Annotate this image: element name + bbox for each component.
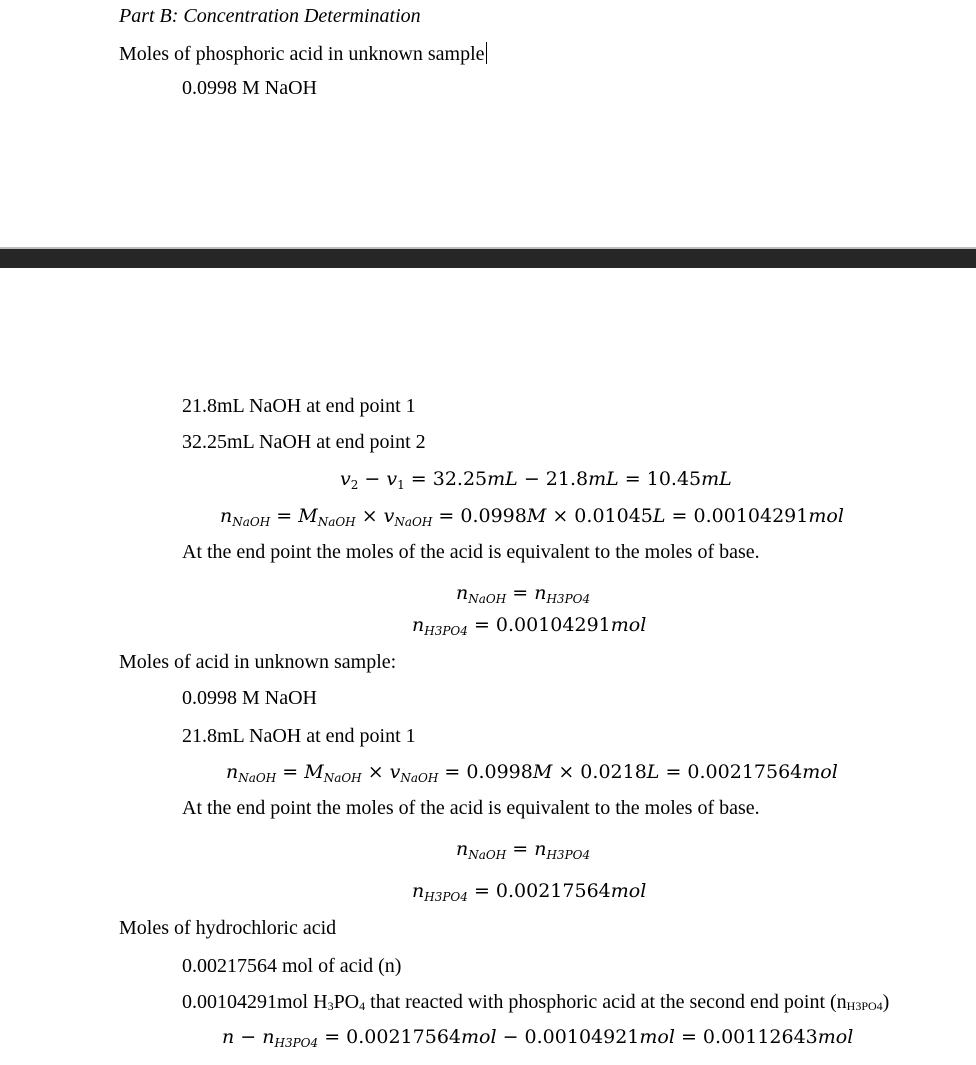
endpoint1-volume-2: 21.8mL NaOH at end point 1 [182,725,416,747]
equation-equivalence-1: $n_{NaOH} = n_{H3PO4}$ [456,582,591,606]
equation-final: $n - n_{H3PO4} = 0.00217564mol - 0.00104921mol = 0.00112643mol$ [222,1026,854,1050]
moles-phosphoric-label[interactable] [119,42,487,64]
endpoint-statement-1: At the end point the moles of the acid is equivalent to the moles of base. [182,541,760,563]
equation-equivalence-2: $n_{NaOH} = n_{H3PO4}$ [456,838,591,862]
reacted-h3po4-line: 0.00104291mol $H_3PO_4$ that reacted with phosphoric acid at the second end point $(n_{H3PO4})$ [182,991,890,1013]
page-break-divider [0,247,976,268]
acid-total-moles: 0.00217564 mol of acid (n) [182,955,402,977]
moles-hcl-label: Moles of hydrochloric acid [119,917,337,939]
section-heading: Part B: Concentration Determination [119,5,421,27]
equation-moles-naoh-1: $n_{NaOH} = M_{NaOH} \times v_{NaOH} = 0.0998M \times 0.01045L = 0.00104291mol$ [220,505,844,529]
equation-result-2: $n_{H3PO4} = 0.00217564mol$ [412,880,647,904]
equation-moles-naoh-2: $n_{NaOH} = M_{NaOH} \times v_{NaOH} = 0.0998M \times 0.0218L = 0.00217564mol$ [226,761,838,785]
text-cursor [486,42,487,64]
endpoint2-volume: 32.25mL NaOH at end point 2 [182,431,426,453]
equation-result-1: $n_{H3PO4} = 0.00104291mol$ [412,614,647,638]
moles-acid-label: Moles of acid in unknown sample: [119,651,397,673]
moles-phosphoric-text: Moles of phosphoric acid in unknown sample [119,43,485,65]
naoh-concentration-1: 0.0998 M NaOH [182,77,317,99]
endpoint-statement-2: At the end point the moles of the acid is equivalent to the moles of base. [182,797,760,819]
endpoint1-volume: 21.8mL NaOH at end point 1 [182,395,416,417]
naoh-concentration-2: 0.0998 M NaOH [182,687,317,709]
equation-volume-difference: $v_2 - v_1 = 32.25mL - 21.8mL = 10.45mL$ [340,468,732,492]
